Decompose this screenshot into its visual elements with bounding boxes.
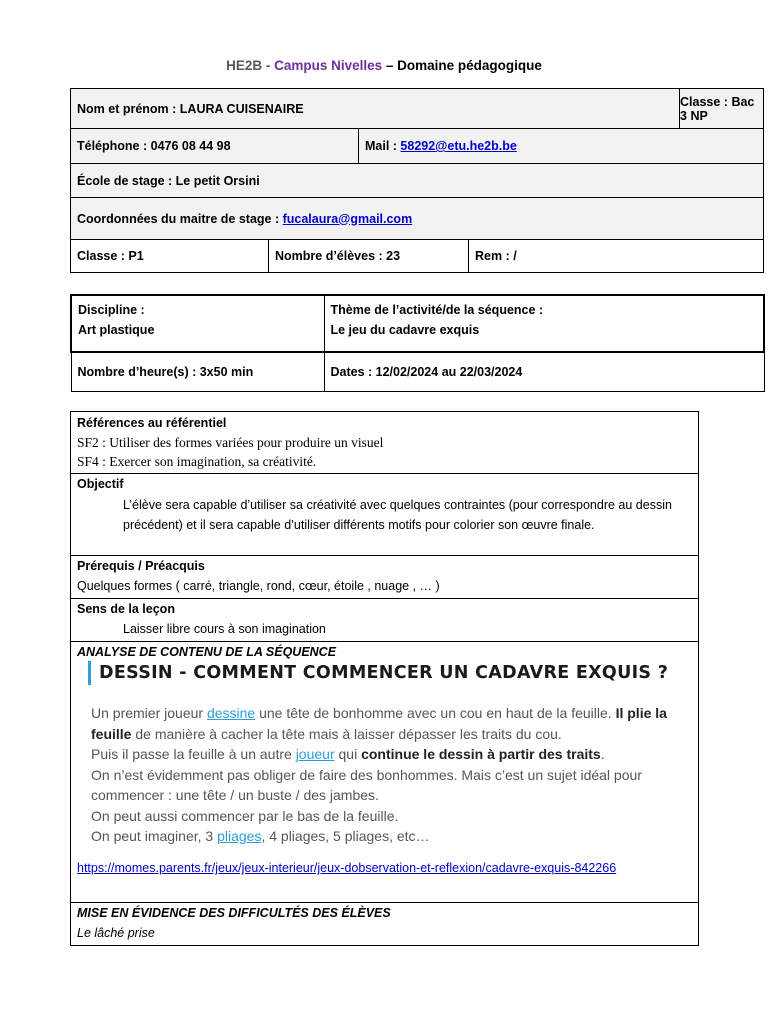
header-he2b: HE2B	[226, 58, 263, 73]
difficultes-title: MISE EN ÉVIDENCE DES DIFFICULTÉS DES ÉLÈVES	[77, 906, 391, 920]
difficultes-cell	[71, 903, 699, 946]
sens-title: Sens de la leçon	[77, 602, 175, 616]
sf4-text: SF4 : Exercer son imagination, sa créativité.	[77, 454, 317, 469]
info-table	[70, 88, 764, 273]
theme-value: Le jeu du cadavre exquis	[330, 323, 480, 337]
classe-p: Classe : P1	[77, 249, 144, 263]
heures-cell	[71, 352, 324, 391]
article-line-6: On peut aussi commencer par le bas de la feuille.	[91, 807, 399, 824]
prereq-title: Prérequis / Préacquis	[77, 559, 205, 573]
article-line-3: Puis il passe la feuille à un autre joueur qui continue le dessin à partir des traits.	[91, 746, 605, 762]
objectif-cell	[71, 474, 699, 556]
article-line-1: Un premier joueur dessine une tête de bonhomme avec un cou en haut de la feuille. Il plie la	[91, 705, 667, 721]
dessine-link[interactable]: dessine	[206, 705, 256, 721]
nom-cell	[71, 89, 680, 129]
article-excerpt	[88, 661, 698, 847]
ecole-label: École de stage : Le petit Orsini	[77, 173, 260, 188]
tel-label: Téléphone : 0476 08 44 98	[77, 139, 231, 153]
article-body	[88, 703, 698, 847]
article-line-7: On peut imaginer, 3 pliages, 4 pliages, 5 pliages, etc…	[91, 828, 430, 844]
difficultes-text: Le lâché prise	[77, 926, 155, 940]
joueur-link[interactable]: joueur	[295, 746, 335, 762]
activity-table	[70, 294, 765, 392]
prereq-text: Quelques formes ( carré, triangle, rond, cœur, étoile , nuage , … )	[77, 579, 440, 593]
discipline-value: Art plastique	[78, 323, 155, 337]
page-header	[0, 58, 768, 73]
discipline-cell	[71, 295, 324, 352]
theme-cell	[324, 295, 764, 352]
dates-cell	[324, 352, 764, 391]
sens-cell	[71, 599, 699, 642]
dates: Dates : 12/02/2024 au 22/03/2024	[330, 364, 523, 379]
article-line-2: feuille de manière à cacher la tête mais à laisser dépasser les traits du cou.	[91, 725, 562, 742]
prereq-cell	[71, 556, 699, 599]
sens-text: Laisser libre cours à son imagination	[123, 622, 326, 636]
tel-cell	[71, 129, 359, 164]
theme-label: Thème de l’activité/de la séquence :	[330, 303, 544, 317]
classe-cell	[680, 89, 764, 129]
sf2-text: SF2 : Utiliser des formes variées pour produire un visuel	[77, 435, 384, 450]
discipline-label: Discipline :	[78, 303, 145, 317]
article-line-4: On n’est évidemment pas obliger de faire des bonhommes. Mais c’est un sujet idéal pour	[91, 766, 642, 783]
article-line-5: commencer : une tête / un buste / des jambes.	[91, 787, 379, 803]
mail-link[interactable]: 58292@etu.he2b.be	[400, 139, 517, 153]
coord-cell	[71, 198, 764, 240]
mail-cell	[359, 129, 764, 164]
rem: Rem : /	[475, 249, 517, 263]
nb-eleves-cell	[269, 240, 469, 273]
mail-label: Mail :	[365, 139, 401, 153]
coord-label: Coordonnées du maitre de stage :	[77, 211, 283, 226]
referentiel-title: Références au référentiel	[77, 416, 227, 430]
source-link[interactable]: https://momes.parents.fr/jeux/jeux-interieur/jeux-dobservation-et-reflexion/cadavre-exquis-842266	[77, 861, 617, 875]
objectif-text: L’élève sera capable d’utiliser sa créativité avec quelques contraintes (pour correspondre au dessin précédent) et il sera capable d’utiliser différents motifs pour colorier son œuvre finale.	[123, 497, 672, 532]
pliages-link[interactable]: pliages	[217, 828, 262, 844]
ecole-cell	[71, 164, 764, 198]
header-domain: Domaine pédagogique	[397, 58, 542, 73]
objectif-title: Objectif	[77, 477, 124, 491]
article-title: DESSIN - COMMENT COMMENCER UN CADAVRE EXQUIS ?	[88, 661, 698, 685]
nom-label: Nom et prénom :	[77, 101, 180, 116]
header-sep2: –	[382, 58, 398, 73]
nom-value: LAURA CUISENAIRE	[179, 101, 304, 116]
analyse-title: ANALYSE DE CONTENU DE LA SÉQUENCE	[77, 645, 337, 659]
nb-eleves: Nombre d’élèves : 23	[275, 249, 401, 263]
rem-cell	[469, 240, 764, 273]
coord-link[interactable]: fucalaura@gmail.com	[282, 211, 413, 226]
header-sep: -	[262, 58, 275, 73]
classe-p-cell	[71, 240, 269, 273]
header-campus: Campus Nivelles	[274, 58, 383, 73]
referentiel-cell	[71, 412, 699, 474]
heures: Nombre d’heure(s) : 3x50 min	[77, 364, 254, 379]
classe-label: Classe : Bac 3 NP	[680, 94, 755, 123]
